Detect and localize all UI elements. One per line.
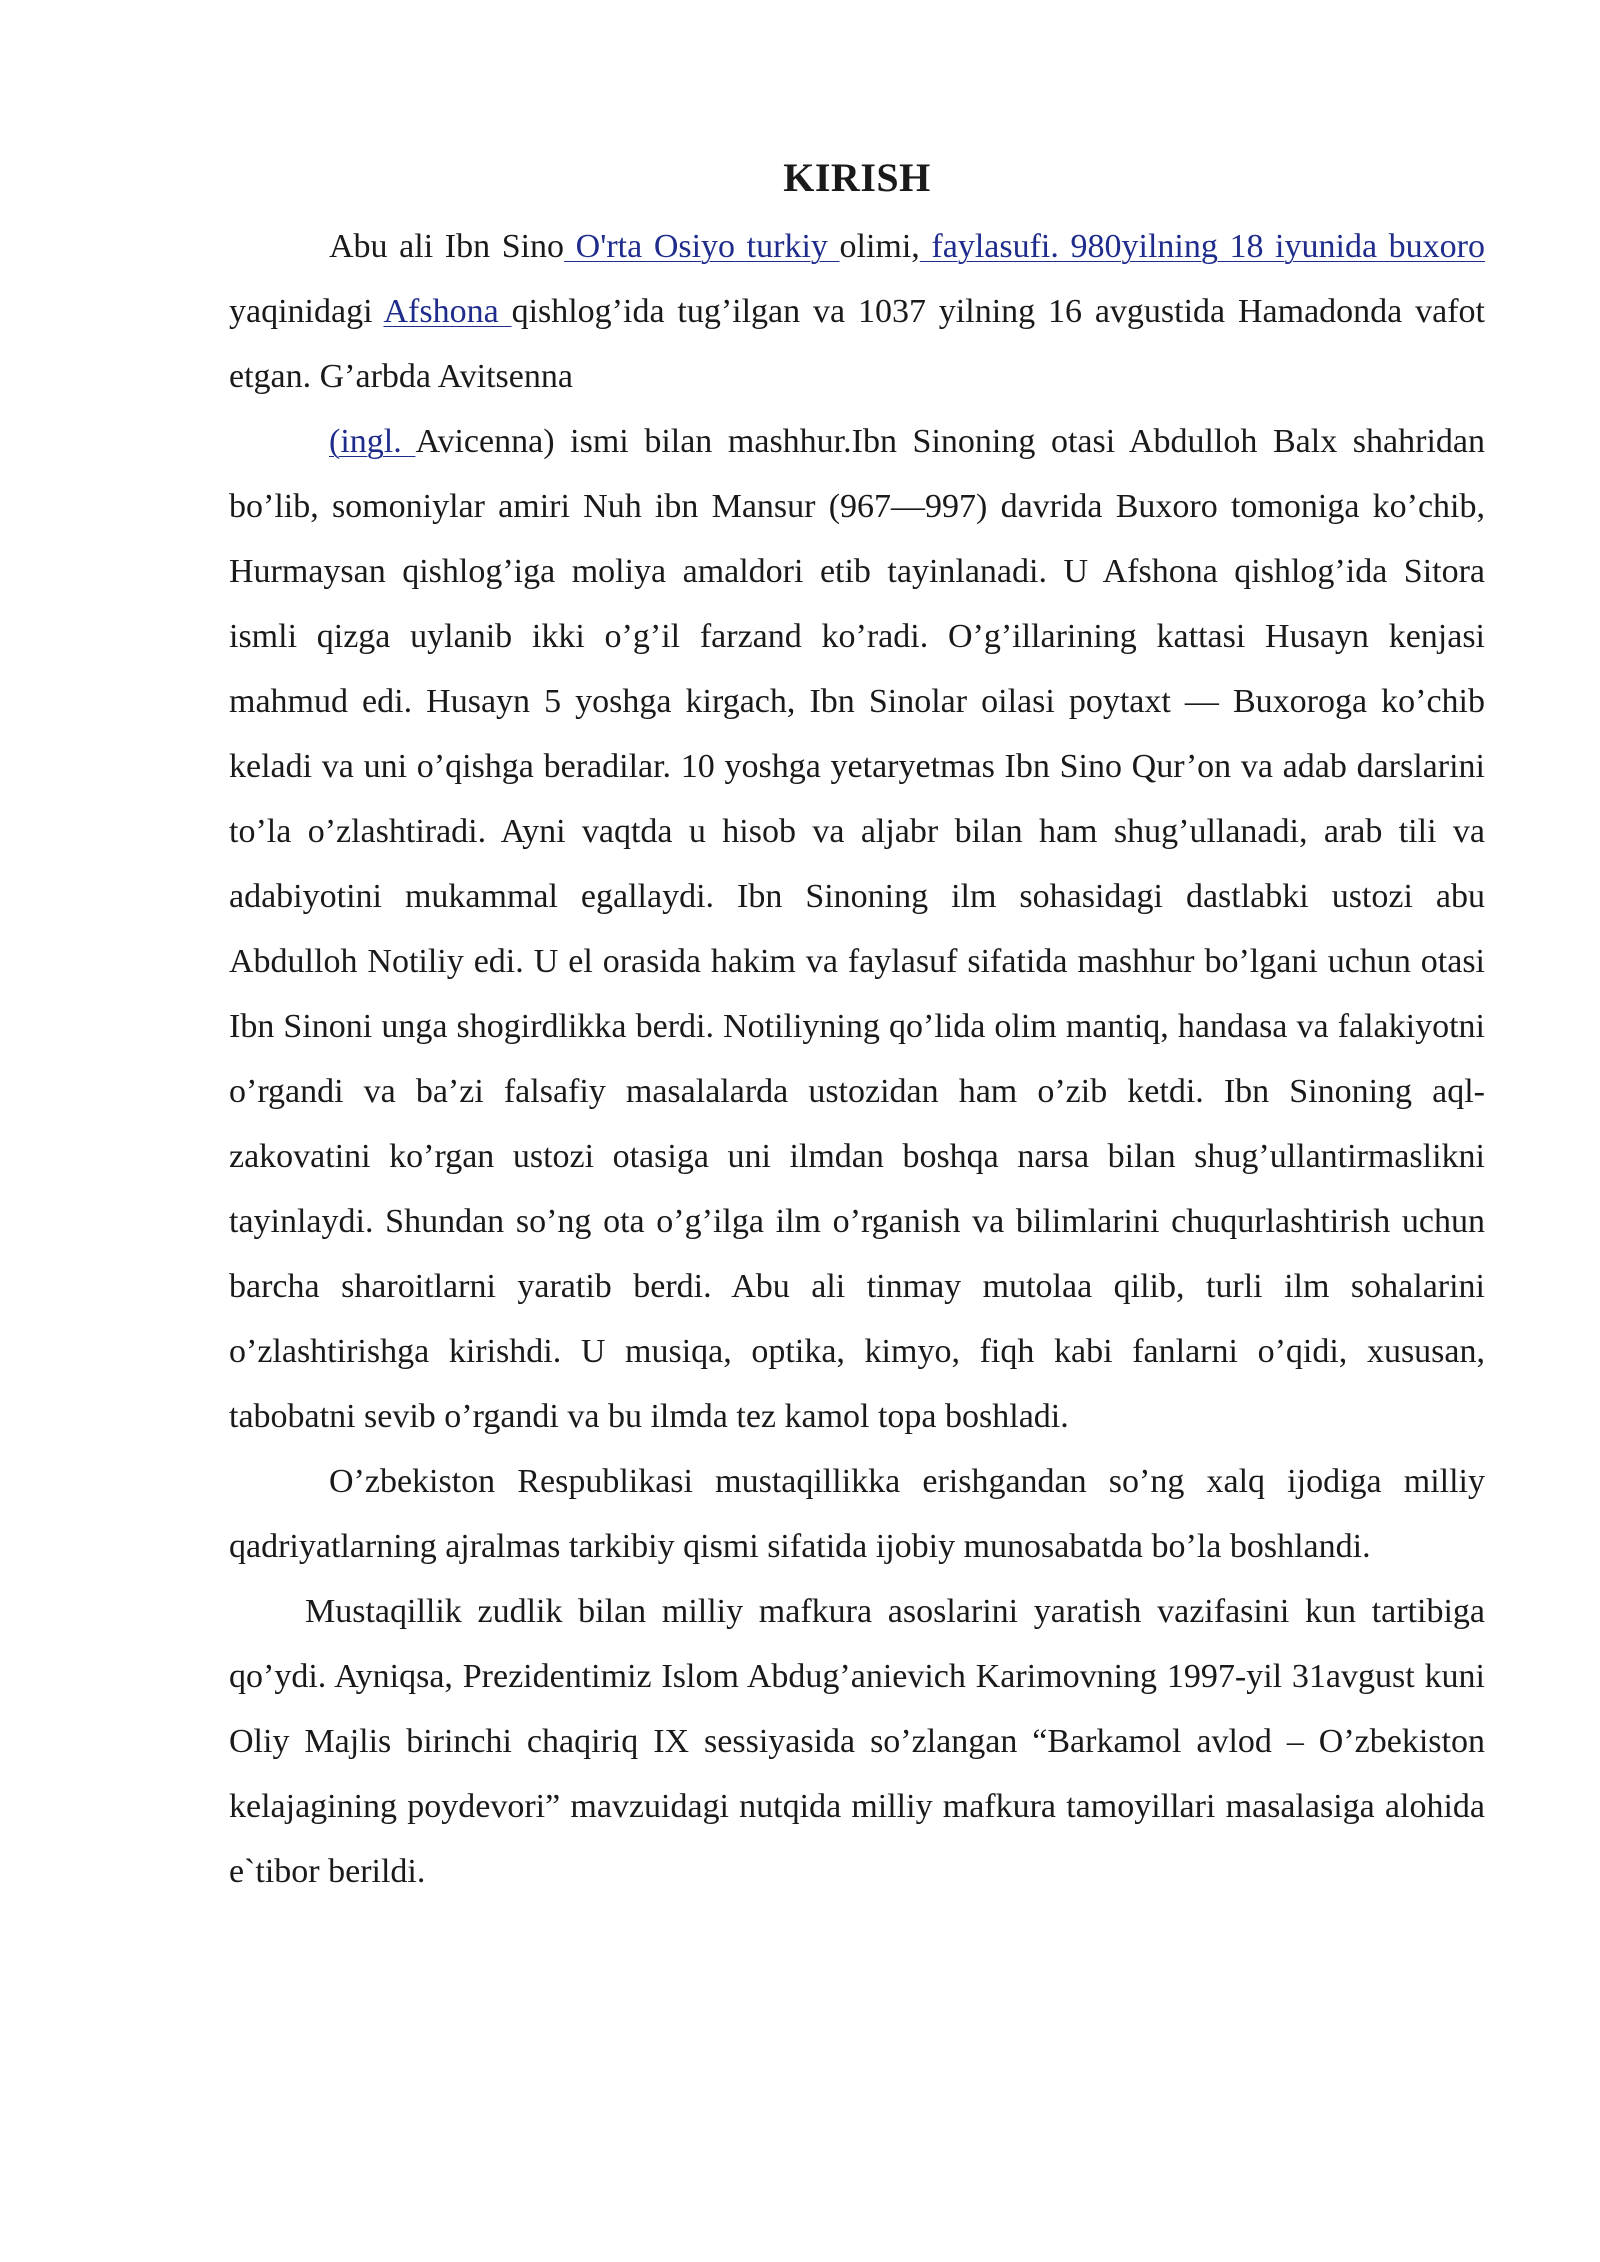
paragraph-text: Abu ali Ibn Sino — [329, 228, 565, 265]
paragraph-text: yaqinidagi — [229, 293, 384, 330]
paragraph-intro — [229, 214, 1485, 409]
paragraph-biography — [229, 409, 1485, 1449]
link-faylasufi[interactable]: faylasufi. 980yilning 18 iyunida buxoro — [919, 228, 1485, 265]
paragraph-text: Avicenna) ismi bilan mashhur.Ibn Sinoning otasi Abdulloh Balx shahridan bo’lib, somoniylar amiri Nuh ibn Mansur (967—997) davrida Buxoro tomoniga ko’chib, Hurmaysan qishlog’iga moliya amaldori etib tayinlanadi. U Afshona qishlog’ida Sitora ismli qizga uylanib ikki o’g’il farzand ko’radi. O’g’illarining kattasi Husayn kenjasi mahmud edi. Husayn 5 yoshga kirgach, Ibn Sinolar oilasi poytaxt — Buxoroga ko’chib keladi va uni o’qishga beradilar. 10 yoshga yetaryetmas Ibn Sino Qur’on va adab darslarini to’la o’zlashtiradi. Ayni vaqtda u hisob va aljabr bilan ham shug’ullanadi, arab tili va adabiyotini mukammal egallaydi. Ibn Sinoning ilm sohasidagi dastlabki ustozi abu Abdulloh Notiliy edi. U el orasida hakim va faylasuf sifatida mashhur bo’lgani uchun otasi Ibn Sinoni unga shogirdlikka berdi. Notiliyning qo’lida olim mantiq, handasa va falakiyotni o’rgandi va ba’zi falsafiy masalalarda ustozidan ham o’zib ketdi. Ibn Sinoning aql-zakovatini ko’rgan ustozi otasiga uni ilmdan boshqa narsa bilan shug’ullantirmaslikni tayinlaydi. Shundan so’ng ota o’g’ilga ilm o’rganish va bilimlarini chuqurlashtirish uchun barcha sharoitlarni yaratib berdi. Abu ali tinmay mutolaa qilib, turli ilm sohalarini o’zlashtirishga kirishdi. U musiqa, optika, kimyo, fiqh kabi fanlarni o’qidi, xususan, tabobatni sevib o’rgandi va bu ilmda tez kamol topa boshladi. — [229, 423, 1485, 1435]
document-page — [229, 150, 1485, 1904]
page-title: KIRISH — [783, 155, 931, 200]
paragraph-ideology: Mustaqillik zudlik bilan milliy mafkura asoslarini yaratish vazifasini kun tartibiga qo’ydi. Ayniqsa, Prezidentimiz Islom Abdug’anievich Karimovning 1997-yil 31avgust kuni Oliy Majlis birinchi chaqiriq IX sessiyasida so’zlangan “Barkamol avlod – O’zbekiston kelajagining poydevori” mavzuidagi nutqida milliy mafkura tamoyillari masalasiga alohida e`tibor berildi. — [229, 1593, 1485, 1890]
link-afshona[interactable]: Afshona — [383, 293, 512, 330]
paragraph-text: olimi, — [839, 228, 920, 265]
link-orta-osiyo[interactable]: O'rta Osiyo turkiy — [564, 228, 840, 265]
paragraph-text: qishlog’ida tug’ilgan va 1037 yilning 16 avgustida Hamadonda vafot etgan. G’arbda Avitsenna — [229, 293, 1485, 395]
link-ingl[interactable]: (ingl. — [329, 423, 416, 460]
paragraph-independence: O’zbekiston Respublikasi mustaqillikka erishgandan so’ng xalq ijodiga milliy qadriyatlarning ajralmas tarkibiy qismi sifatida ijobiy munosabatda bo’la boshlandi. — [229, 1463, 1485, 1565]
